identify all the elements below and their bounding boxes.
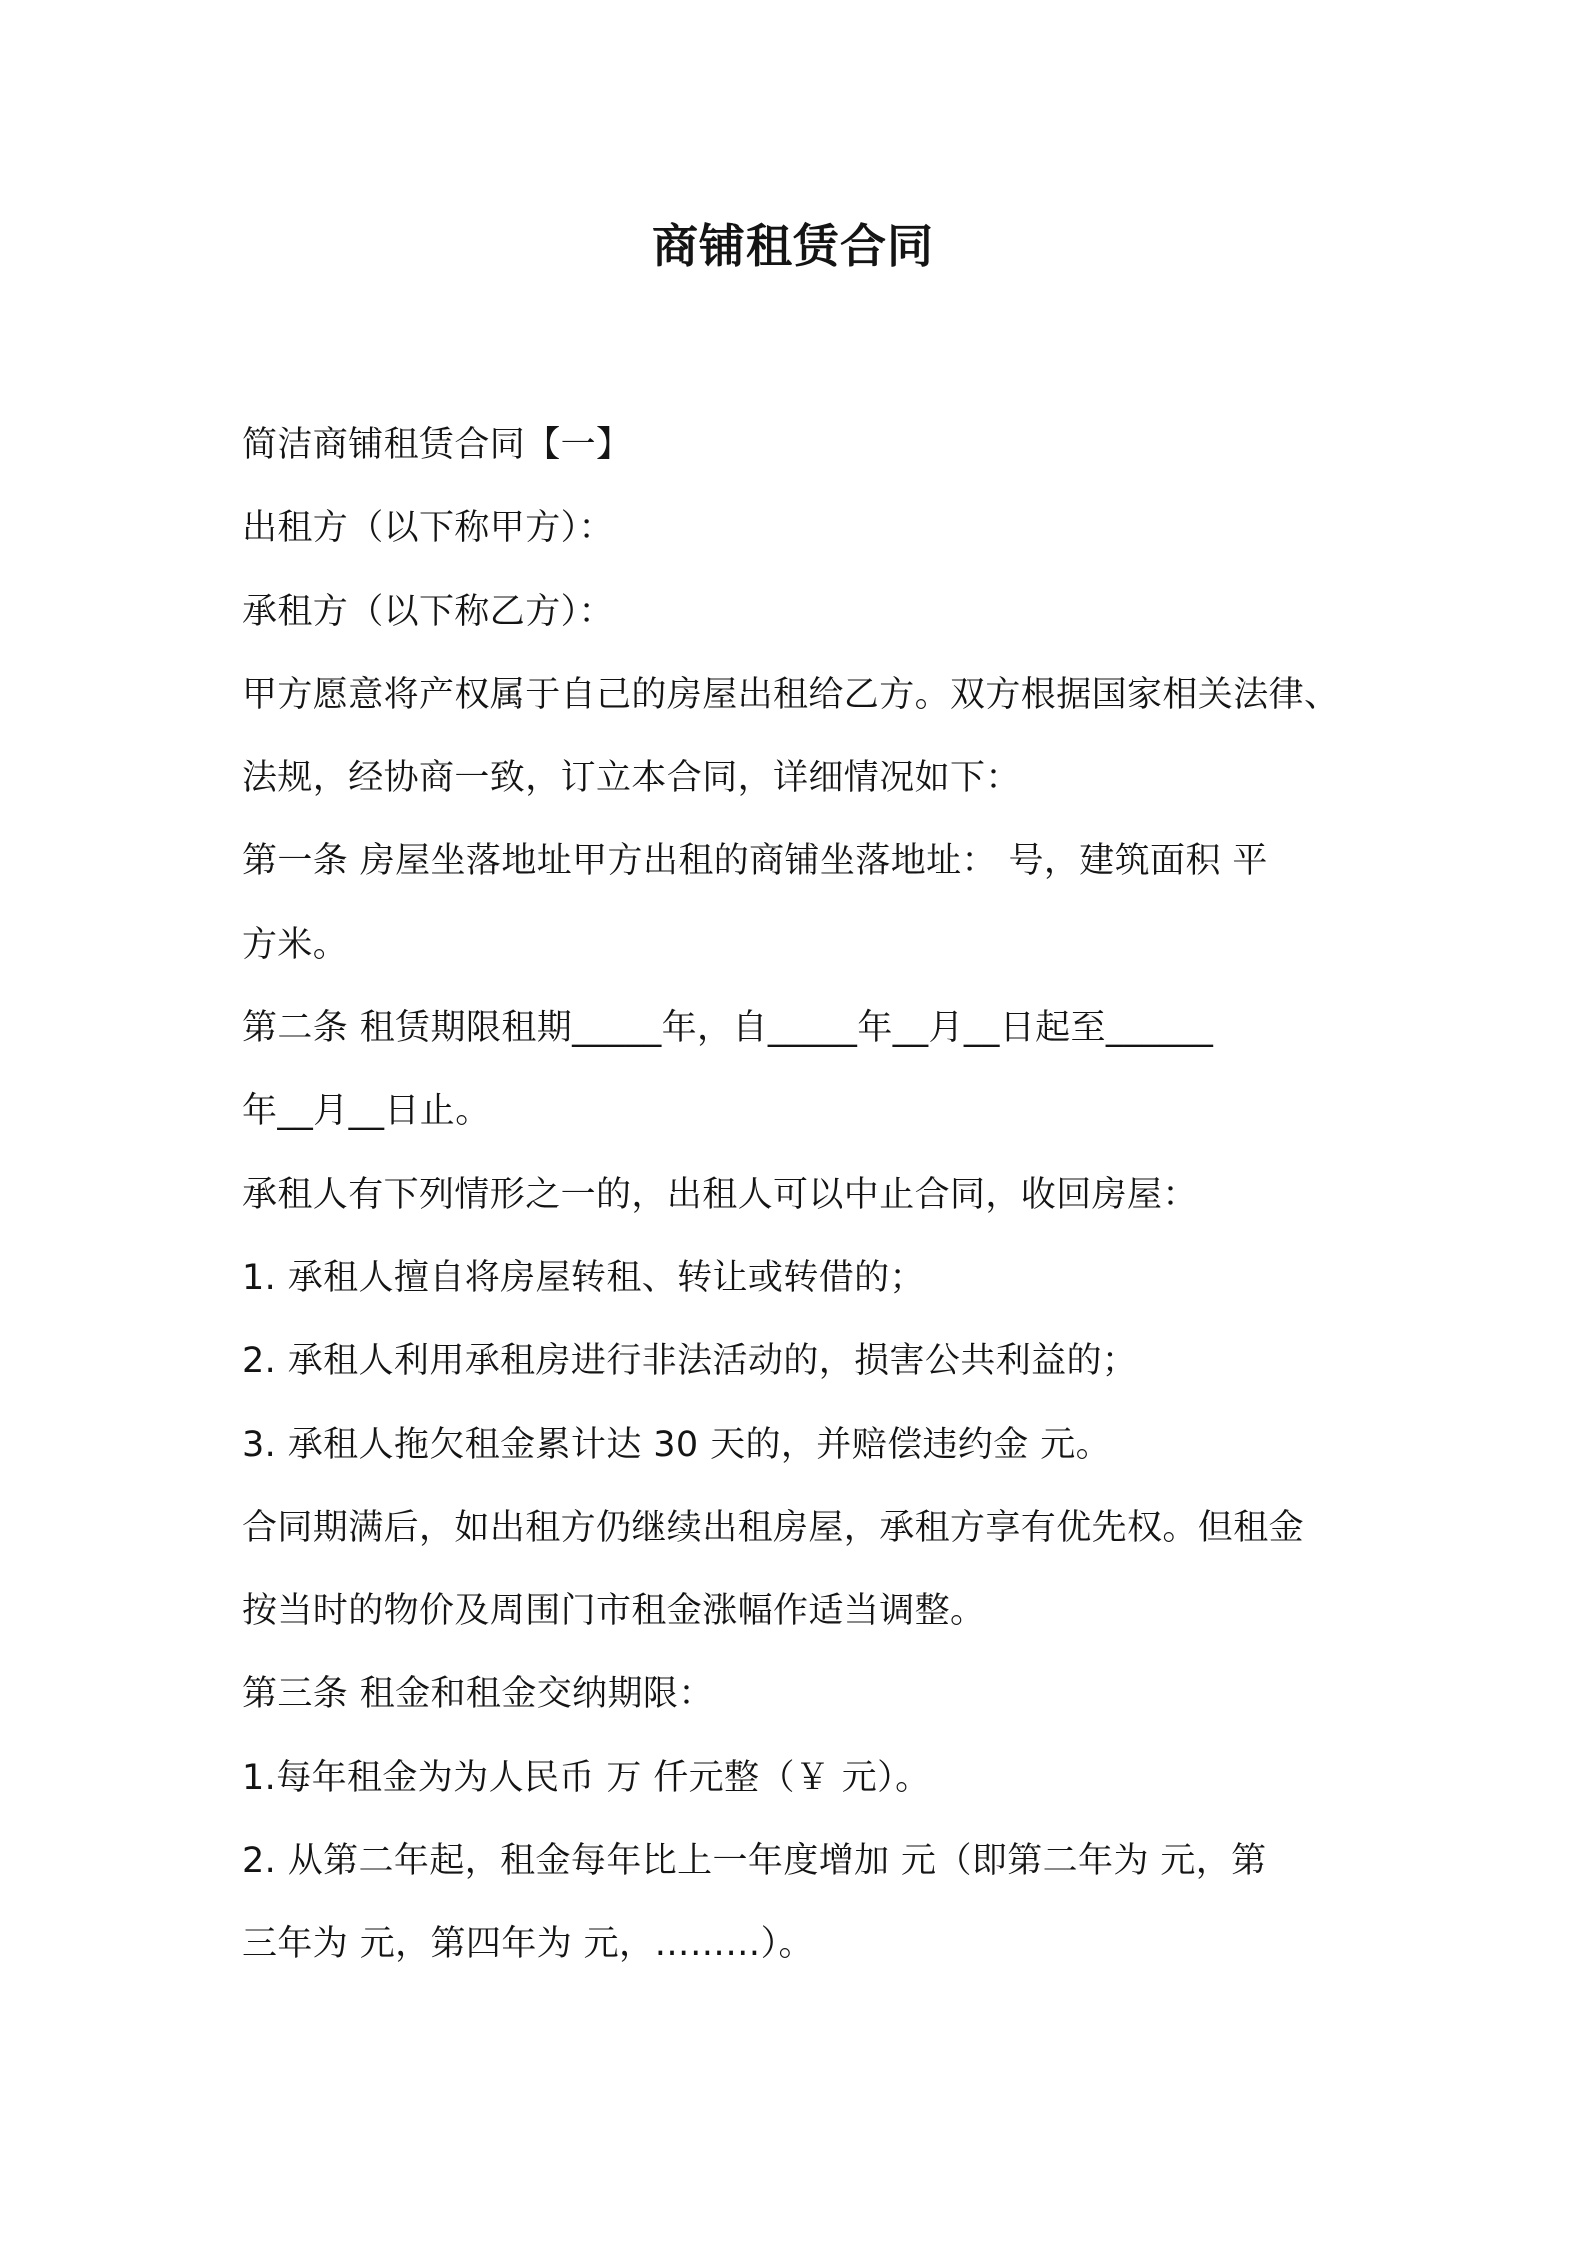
body-line: 第二条 租赁期限租期_____年，自_____年__月__日起至______: [242, 1008, 1214, 1049]
body-line: 1. 承租人擅自将房屋转租、转让或转借的；: [242, 1257, 925, 1298]
body-line: 法规，经协商一致，订立本合同，详细情况如下：: [242, 758, 1021, 799]
body-line: 方米。: [242, 924, 349, 965]
body-line: 2. 承租人利用承租房进行非法活动的，损害公共利益的；: [242, 1341, 1138, 1382]
body-line: 按当时的物价及周围门市租金涨幅作适当调整。: [242, 1591, 986, 1632]
body-line: 第三条 租金和租金交纳期限：: [242, 1674, 714, 1715]
body-line: 1.每年租金为为人民币 万 仟元整（￥ 元）。: [242, 1757, 931, 1798]
body-line: 承租人有下列情形之一的，出租人可以中止合同，收回房屋：: [242, 1174, 1198, 1215]
body-line: 合同期满后，如出租方仍继续出租房屋，承租方享有优先权。但租金: [242, 1507, 1305, 1548]
body-line: 出租方（以下称甲方）：: [242, 508, 614, 549]
body-line: 第一条 房屋坐落地址甲方出租的商铺坐落地址： 号，建筑面积 平: [242, 841, 1268, 882]
body-line: 简洁商铺租赁合同【一】: [242, 425, 632, 465]
body-line: 承租方（以下称乙方）：: [242, 591, 614, 632]
body-line: 2. 从第二年起，租金每年比上一年度增加 元（即第二年为 元，第: [242, 1841, 1267, 1882]
document-title: 商铺租赁合同: [652, 219, 934, 273]
document-body: [242, 404, 1372, 1987]
body-line: 三年为 元，第四年为 元，………）。: [242, 1924, 814, 1965]
body-line: 3. 承租人拖欠租金累计达 30 天的，并赔偿违约金 元。: [242, 1424, 1112, 1465]
body-line: 甲方愿意将产权属于自己的房屋出租给乙方。双方根据国家相关法律、: [242, 674, 1340, 715]
body-line: 年__月__日止。: [242, 1091, 491, 1132]
